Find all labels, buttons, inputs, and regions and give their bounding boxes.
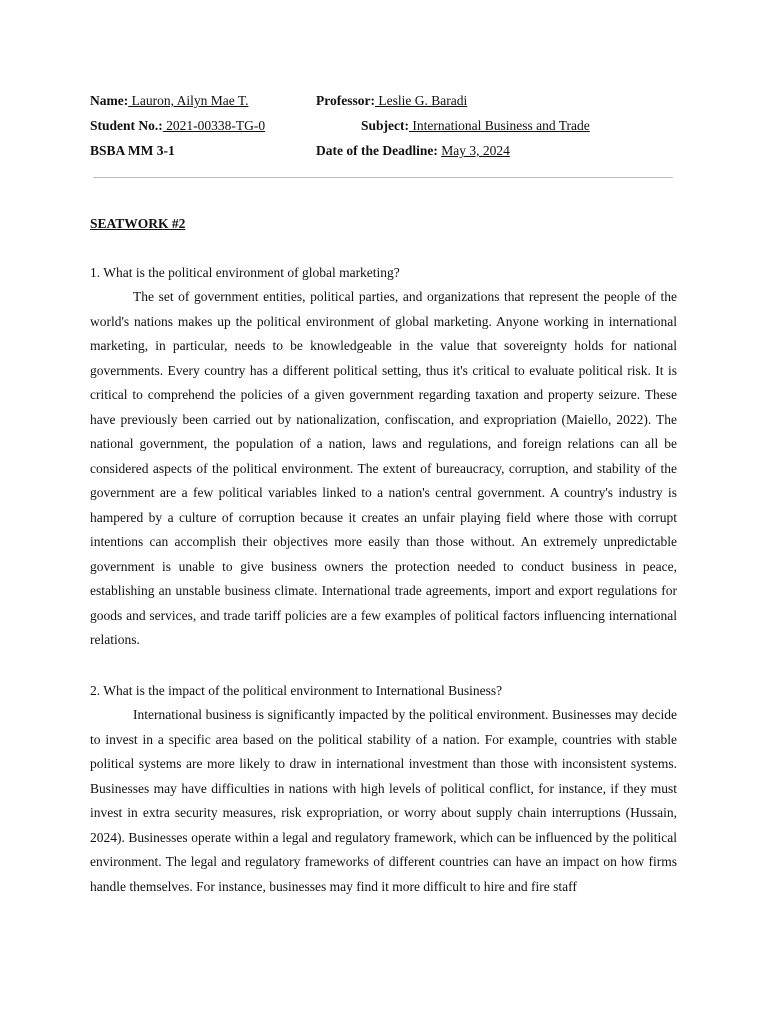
deadline-label: Date of the Deadline: (316, 143, 438, 158)
subject-line (361, 118, 590, 134)
answer-1: The set of government entities, political parties, and organizations that represent the people of the world's nations makes up the political environment of global marketing. Anyone working in international marketing, in particular, needs to be knowledgeable in the value that sovereignty holds for national governments. Every country has a different political setting, thus it's critical to evaluate political risk. It is critical to comprehend the policies of a given government regarding taxation and property seizure. These have previously been carried out by nationalization, confiscation, and expropriation (Maiello, 2022). The national government, the population of a nation, laws and regulations, and foreign relations can all be considered aspects of the political environment. The extent of bureaucracy, corruption, and stability of the government are a few political variables linked to a nation's central government. A country's industry is hampered by a culture of corruption because it creates an unfair playing field where those with corrupt intentions can accomplish their objectives more easily than those without. An extremely unpredictable government is unable to give business owners the protection needed to conduct business in peace, establishing an unstable business climate. International trade agreements, import and export regulations for goods and services, and trade tariff policies are a few examples of political factors influencing international relations. (90, 289, 677, 647)
professor-line (316, 93, 467, 109)
page-title: SEATWORK #2 (90, 216, 186, 231)
header-divider (93, 177, 673, 178)
professor-label: Professor: (316, 93, 375, 108)
question-2: 2. What is the impact of the political environment to International Business? (90, 683, 503, 698)
name-line (90, 93, 248, 109)
name-value: Lauron, Ailyn Mae T. (128, 93, 249, 108)
deadline-value: May 3, 2024 (441, 143, 510, 158)
subject-label: Subject: (361, 118, 409, 133)
student-no-label: Student No.: (90, 118, 163, 133)
answer-2: International business is significantly impacted by the political environment. Businesses may decide to invest in a specific area based on the political stability of a nation. For example, countries with stable political systems are more likely to draw in international investment than those with inconsistent systems. Businesses may have difficulties in nations with high levels of political conflict, for instance, if they must invest in extra security measures, risk expropriation, or worry about supply chain interruptions (Hussain, 2024). Businesses operate within a legal and regulatory framework, which can be influenced by the political environment. The legal and regulatory frameworks of different countries can have an impact on how firms handle themselves. For instance, businesses may find it more difficult to hire and fire staff (90, 707, 677, 894)
section-line (90, 143, 175, 159)
professor-value: Leslie G. Baradi (374, 93, 468, 108)
student-no-value: 2021-00338-TG-0 (162, 118, 266, 133)
question-1: 1. What is the political environment of global marketing? (90, 265, 400, 280)
student-no-line (90, 118, 265, 134)
name-label: Name: (90, 93, 129, 108)
section-value: BSBA MM 3-1 (90, 143, 175, 158)
subject-value: International Business and Trade (409, 118, 590, 133)
deadline-line (316, 143, 510, 159)
